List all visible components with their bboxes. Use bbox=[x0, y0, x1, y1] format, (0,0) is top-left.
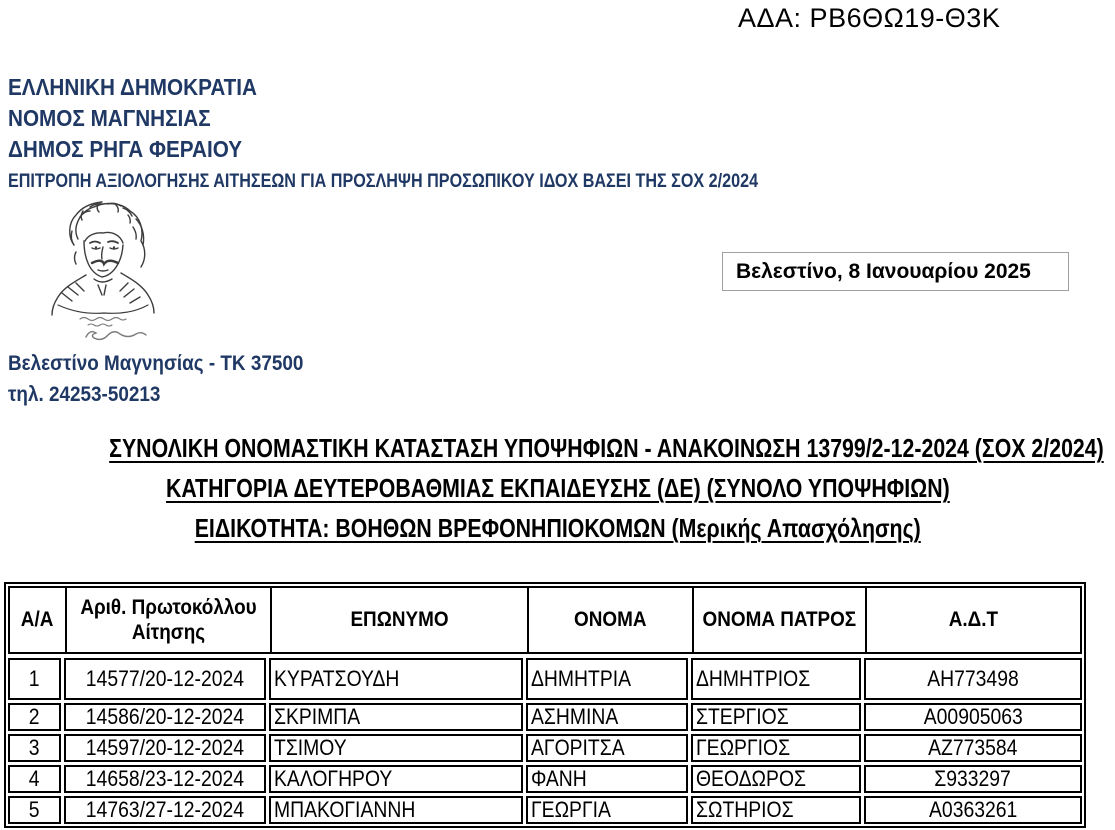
cell-name: ΑΓΟΡΙΤΣΑ bbox=[526, 734, 688, 762]
cell-protocol: 14658/23-12-2024 bbox=[64, 765, 266, 793]
title-line-3: ΕΙΔΙΚΟΤΗΤΑ: ΒΟΗΘΩΝ ΒΡΕΦΟΝΗΠΙΟΚΟΜΩΝ (Μερικής Απασχόλησης) bbox=[194, 513, 921, 543]
cell-aa: 2 bbox=[8, 703, 61, 731]
cell-aa: 4 bbox=[8, 765, 61, 793]
cell-surname: ΤΣΙΜΟΥ bbox=[269, 734, 523, 762]
title-line-1: ΣΥΝΟΛΙΚΗ ΟΝΟΜΑΣΤΙΚΗ ΚΑΤΑΣΤΑΣΗ ΥΠΟΨΗΦΙΩΝ - ΑΝΑΚΟΙΝΩΣΗ 13799/2-12-2024 (ΣΟΧ 2/2024) bbox=[109, 433, 1104, 463]
cell-protocol: 14763/27-12-2024 bbox=[64, 796, 266, 824]
cell-father: ΘΕΟΔΩΡΟΣ bbox=[691, 765, 861, 793]
cell-aa: 5 bbox=[8, 796, 61, 824]
government-header bbox=[8, 72, 890, 194]
table-header-row bbox=[8, 586, 1082, 654]
table-row bbox=[8, 765, 1082, 793]
org-line-municipality: ΔΗΜΟΣ ΡΗΓΑ ΦΕΡΑΙΟΥ bbox=[8, 136, 243, 162]
cell-surname: ΣΚΡΙΜΠΑ bbox=[269, 703, 523, 731]
cell-father: ΓΕΩΡΓΙΟΣ bbox=[691, 734, 861, 762]
org-line-republic: ΕΛΛΗΝΙΚΗ ΔΗΜΟΚΡΑΤΙΑ bbox=[8, 74, 257, 100]
col-header-name: ΟΝΟΜΑ bbox=[527, 588, 692, 652]
address-line-1: Βελεστίνο Μαγνησίας - ΤΚ 37500 bbox=[8, 352, 304, 375]
cell-surname: ΜΠΑΚΟΓΙΑΝΝΗ bbox=[269, 796, 523, 824]
cell-name: ΦΑΝΗ bbox=[526, 765, 688, 793]
col-header-aa: Α/Α bbox=[21, 608, 54, 632]
col-header-protocol: Αριθ. Πρωτοκόλλου Αίτησης bbox=[65, 588, 270, 652]
cell-name: ΑΣΗΜΙΝΑ bbox=[526, 703, 688, 731]
ada-code: ΑΔΑ: ΡΒ6ΘΩ19-Θ3Κ bbox=[738, 3, 1001, 33]
col-header-father: ΟΝΟΜΑ ΠΑΤΡΟΣ bbox=[692, 588, 865, 652]
cell-adt: ΑΗ773498 bbox=[864, 658, 1082, 700]
title-line-2: ΚΑΤΗΓΟΡΙΑ ΔΕΥΤΕΡΟΒΑΘΜΙΑΣ ΕΚΠΑΙΔΕΥΣΗΣ (ΔΕ) (ΣΥΝΟΛΟ ΥΠΟΨΗΦΙΩΝ) bbox=[165, 473, 950, 503]
org-line-prefecture: ΝΟΜΟΣ ΜΑΓΝΗΣΙΑΣ bbox=[8, 105, 211, 131]
cell-protocol: 14586/20-12-2024 bbox=[64, 703, 266, 731]
cell-father: ΔΗΜΗΤΡΙΟΣ bbox=[691, 658, 861, 700]
cell-name: ΔΗΜΗΤΡΙΑ bbox=[526, 658, 688, 700]
table-row bbox=[8, 734, 1082, 762]
cell-adt: Α0363261 bbox=[864, 796, 1082, 824]
cell-father: ΣΤΕΡΓΙΟΣ bbox=[691, 703, 861, 731]
cell-name: ΓΕΩΡΓΙΑ bbox=[526, 796, 688, 824]
cell-protocol: 14597/20-12-2024 bbox=[64, 734, 266, 762]
cell-aa: 1 bbox=[8, 658, 61, 700]
cell-surname: ΚΑΛΟΓΗΡΟΥ bbox=[269, 765, 523, 793]
address-block bbox=[8, 348, 336, 410]
table-row bbox=[8, 658, 1082, 700]
cell-adt: Σ933297 bbox=[864, 765, 1082, 793]
cell-aa: 3 bbox=[8, 734, 61, 762]
col-header-surname: ΕΠΩΝΥΜΟ bbox=[270, 588, 527, 652]
cell-surname: ΚΥΡΑΤΣΟΥΔΗ bbox=[269, 658, 523, 700]
cell-protocol: 14577/20-12-2024 bbox=[64, 658, 266, 700]
date-text: Βελεστίνο, 8 Ιανουαρίου 2025 bbox=[736, 259, 1031, 283]
committee-line: ΕΠΙΤΡΟΠΗ ΑΞΙΟΛΟΓΗΣΗΣ ΑΙΤΗΣΕΩΝ ΓΙΑ ΠΡΟΣΛΗΨΗ ΠΡΟΣΩΠΙΚΟΥ ΙΔΟΧ ΒΑΣΕΙ ΤΗΣ ΣΟΧ 2/2024 bbox=[8, 171, 759, 192]
table-row bbox=[8, 796, 1082, 824]
cell-father: ΣΩΤΗΡΙΟΣ bbox=[691, 796, 861, 824]
rigas-feraios-portrait-icon bbox=[28, 197, 176, 342]
address-line-2: τηλ. 24253-50213 bbox=[8, 383, 161, 406]
cell-adt: ΑΖ773584 bbox=[864, 734, 1082, 762]
cell-adt: Α00905063 bbox=[864, 703, 1082, 731]
table-row bbox=[8, 703, 1082, 731]
col-header-adt: Α.Δ.Τ bbox=[865, 588, 1080, 652]
candidates-table bbox=[4, 582, 1086, 828]
date-box bbox=[722, 252, 1069, 291]
